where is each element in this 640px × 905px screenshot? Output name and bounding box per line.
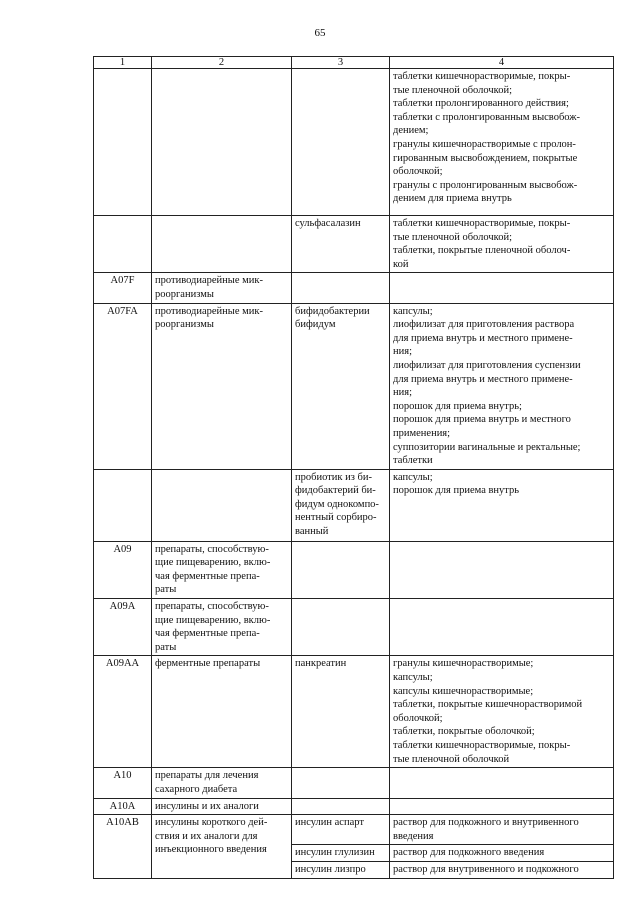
atc-code-cell: A09A [94, 599, 152, 656]
drug-cell [292, 768, 390, 798]
table-row [94, 656, 614, 768]
atc-code-cell [94, 469, 152, 541]
dosage-forms-cell: раствор для подкожного и внутривенного введения [390, 815, 614, 845]
drug-cell: пробиотик из би- фидобактерий би- фидум однокомпо- нентный сорбиро- ванный [292, 469, 390, 541]
header-col-4: 4 [390, 57, 614, 69]
drug-cell: инсулин аспарт [292, 815, 390, 845]
group-cell: инсулины и их аналоги [152, 798, 292, 815]
dosage-forms-cell [390, 541, 614, 598]
group-cell [152, 216, 292, 273]
table-row [94, 599, 614, 656]
header-col-1: 1 [94, 57, 152, 69]
dosage-forms-cell: капсулы; лиофилизат для приготовления раствора для приема внутрь и местного примене- ния; лиофилизат для приготовления суспензии для приема внутрь и местного примене- ния; порошок для приема внутрь; порошок для приема внутрь и местного применения; суппозитории вагинальные и ректальные; таблетки [390, 303, 614, 469]
group-cell: противодиарейные мик- роорганизмы [152, 273, 292, 303]
drug-cell: инсулин лизпро [292, 862, 390, 879]
dosage-forms-cell: таблетки кишечнорастворимые, покры- тые пленочной оболочкой; таблетки, покрытые пленочной оболоч- кой [390, 216, 614, 273]
dosage-forms-cell [390, 599, 614, 656]
table-row [94, 815, 614, 845]
atc-code-cell [94, 216, 152, 273]
drug-cell [292, 798, 390, 815]
header-col-3: 3 [292, 57, 390, 69]
table-row [94, 216, 614, 273]
dosage-forms-cell: гранулы кишечнорастворимые; капсулы; капсулы кишечнорастворимые; таблетки, покрытые кишечнорастворимой оболочкой; таблетки, покрытые оболочкой; таблетки кишечнорастворимые, покры- тые пленочной оболочкой [390, 656, 614, 768]
atc-code-cell: A10AB [94, 815, 152, 878]
dosage-forms-cell [390, 768, 614, 798]
atc-code-cell: A07F [94, 273, 152, 303]
table-row [94, 303, 614, 469]
drug-cell [292, 599, 390, 656]
table-row [94, 469, 614, 541]
atc-code-cell: A10 [94, 768, 152, 798]
atc-code-cell [94, 69, 152, 216]
dosage-forms-cell: раствор для подкожного введения [390, 845, 614, 862]
drug-cell [292, 273, 390, 303]
dosage-forms-cell: таблетки кишечнорастворимые, покры- тые пленочной оболочкой; таблетки пролонгированного действия; таблетки с пролонгированным высвобож- дением; гранулы кишечнорастворимые с пролон- гированным высвобождением, покрытые оболочкой; гранулы с пролонгированным высвобож- дением для приема внутрь [390, 69, 614, 216]
dosage-forms-cell: раствор для внутривенного и подкожного [390, 862, 614, 879]
drug-cell [292, 541, 390, 598]
group-cell: препараты для лечения сахарного диабета [152, 768, 292, 798]
dosage-forms-cell [390, 798, 614, 815]
group-cell [152, 69, 292, 216]
atc-code-cell: A09AA [94, 656, 152, 768]
dosage-forms-cell [390, 273, 614, 303]
group-cell [152, 469, 292, 541]
drug-cell: бифидобактерии бифидум [292, 303, 390, 469]
drug-table [93, 56, 614, 879]
table-row [94, 798, 614, 815]
table-header-row [94, 57, 614, 69]
dosage-forms-cell: капсулы; порошок для приема внутрь [390, 469, 614, 541]
table-row [94, 273, 614, 303]
group-cell: препараты, способствую- щие пищеварению, вклю- чая ферментные препа- раты [152, 599, 292, 656]
drug-cell: инсулин глулизин [292, 845, 390, 862]
atc-code-cell: A07FA [94, 303, 152, 469]
atc-code-cell: A09 [94, 541, 152, 598]
group-cell: инсулины короткого дей- ствия и их аналоги для инъекционного введения [152, 815, 292, 878]
group-cell: ферментные препараты [152, 656, 292, 768]
drug-cell [292, 69, 390, 216]
group-cell: препараты, способствую- щие пищеварению, вклю- чая ферментные препа- раты [152, 541, 292, 598]
atc-code-cell: A10A [94, 798, 152, 815]
table-row [94, 541, 614, 598]
table-row [94, 768, 614, 798]
table-row [94, 69, 614, 216]
drug-cell: панкреатин [292, 656, 390, 768]
page-number: 65 [314, 27, 326, 39]
drug-cell: сульфасалазин [292, 216, 390, 273]
header-col-2: 2 [152, 57, 292, 69]
group-cell: противодиарейные мик- роорганизмы [152, 303, 292, 469]
